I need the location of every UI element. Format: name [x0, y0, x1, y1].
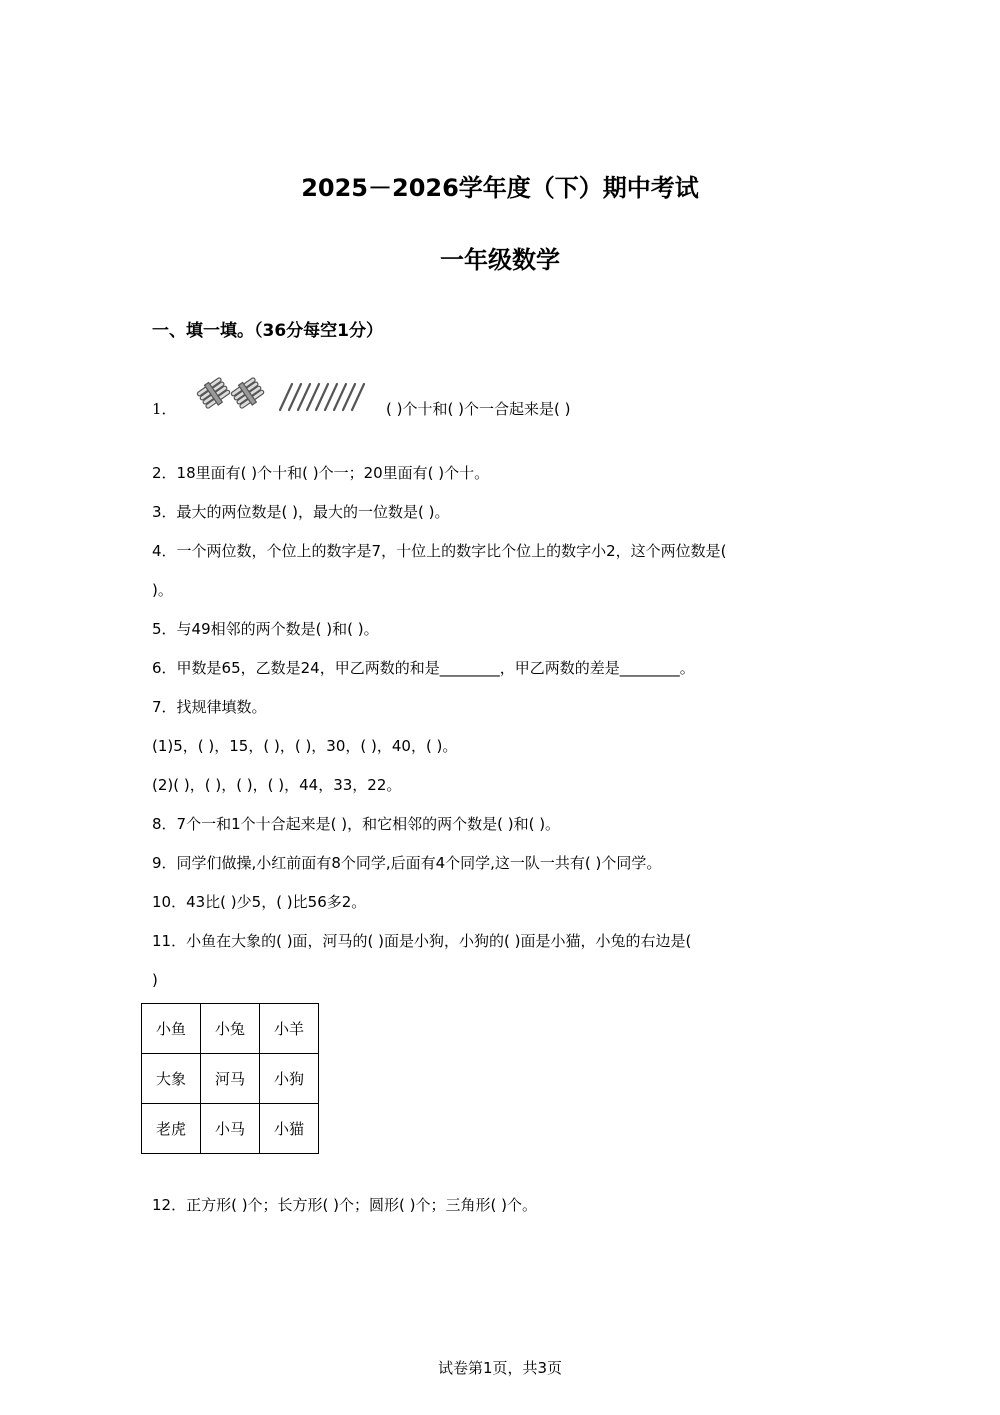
grid-row: [142, 1054, 319, 1104]
question-2: 2．18里面有( )个十和( )个一；20里面有( )个十。: [152, 464, 490, 482]
question-10: 10．43比( )少5，( )比56多2。: [152, 893, 367, 911]
ten-bundle-icon: [229, 376, 266, 412]
question-5: 5．与49相邻的两个数是( )和( )。: [152, 620, 379, 638]
question-4: 4．一个两位数，个位上的数字是7，十位上的数字比个位上的数字小2，这个两位数是(: [152, 542, 727, 560]
grid-row: [142, 1104, 319, 1154]
question-9: 9．同学们做操,小红前面有8个同学,后面有4个同学,这一队一共有( )个同学。: [152, 854, 662, 872]
ten-bundle-icon: [195, 376, 232, 412]
question-7: 7．找规律填数。: [152, 698, 267, 716]
question-12: 12．正方形( )个；长方形( )个；圆形( )个；三角形( )个。: [152, 1196, 537, 1214]
grid-cell: 小羊: [260, 1004, 319, 1054]
question-7-part-1: (1)5，( )，15，( )，( )，30，( )，40，( )。: [152, 737, 458, 755]
animal-position-grid: [141, 1003, 319, 1154]
grid-cell: 老虎: [142, 1104, 201, 1154]
page-footer: 试卷第1页，共3页: [437, 1359, 563, 1377]
question-8: 8．7个一和1个十合起来是( )，和它相邻的两个数是( )和( )。: [152, 815, 561, 833]
question-3: 3．最大的两位数是( )，最大的一位数是( )。: [152, 503, 450, 521]
section-heading: 一、填一填。（36分每空1分）: [152, 321, 383, 341]
question-6: 6．甲数是65，乙数是24，甲乙两数的和是________，甲乙两数的差是________。: [152, 659, 695, 677]
grid-row: [142, 1004, 319, 1054]
question-11-continued: ): [152, 971, 158, 989]
grid-cell: 河马: [201, 1054, 260, 1104]
grid-cell: 小兔: [201, 1004, 260, 1054]
grid-cell: 小猫: [260, 1104, 319, 1154]
stick-bundles-illustration: [192, 372, 372, 416]
question-1-number: 1．: [152, 400, 177, 418]
question-1-text: ( )个十和( )个一合起来是( ): [386, 400, 571, 418]
question-7-part-2: (2)( )，( )，( )，( )，44，33，22。: [152, 776, 402, 794]
grid-cell: 小鱼: [142, 1004, 201, 1054]
exam-subject: 一年级数学: [440, 246, 560, 274]
question-4-continued: )。: [152, 581, 173, 599]
grid-cell: 小狗: [260, 1054, 319, 1104]
exam-title: 2025－2026学年度（下）期中考试: [301, 174, 699, 202]
question-11: 11．小鱼在大象的( )面，河马的( )面是小狗，小狗的( )面是小猫，小兔的右边是(: [152, 932, 692, 950]
single-sticks-icon: [280, 384, 364, 410]
grid-cell: 小马: [201, 1104, 260, 1154]
grid-cell: 大象: [142, 1054, 201, 1104]
